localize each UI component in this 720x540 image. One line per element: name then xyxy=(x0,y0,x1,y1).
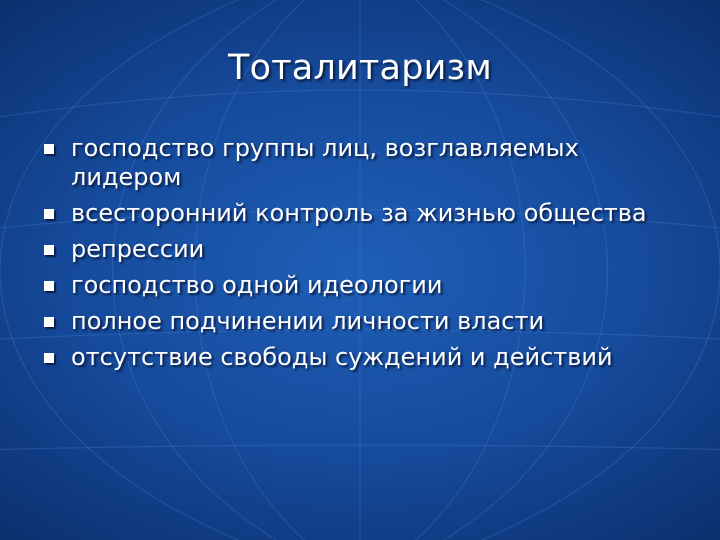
square-bullet-icon xyxy=(44,281,54,291)
bullet-item xyxy=(40,134,680,192)
bullet-item xyxy=(40,235,680,264)
bullet-text: репрессии xyxy=(71,235,205,263)
bullet-item xyxy=(40,199,680,228)
bullet-text: полное подчинении личности власти xyxy=(71,307,545,335)
bullet-item xyxy=(40,271,680,300)
square-bullet-icon xyxy=(44,245,54,255)
square-bullet-icon xyxy=(44,209,54,219)
bullet-item xyxy=(40,307,680,336)
square-bullet-icon xyxy=(44,144,54,154)
bullet-item xyxy=(40,343,680,372)
bullet-text: господство группы лиц, возглавляемых лидером xyxy=(71,134,579,191)
square-bullet-icon xyxy=(44,317,54,327)
square-bullet-icon xyxy=(44,353,54,363)
bullet-text: господство одной идеологии xyxy=(71,271,443,299)
bullet-text: всесторонний контроль за жизнью общества xyxy=(71,199,647,227)
slide-title: Тоталитаризм xyxy=(228,48,492,88)
bullet-list xyxy=(40,134,680,379)
bullet-text: отсутствие свободы суждений и действий xyxy=(71,343,613,371)
